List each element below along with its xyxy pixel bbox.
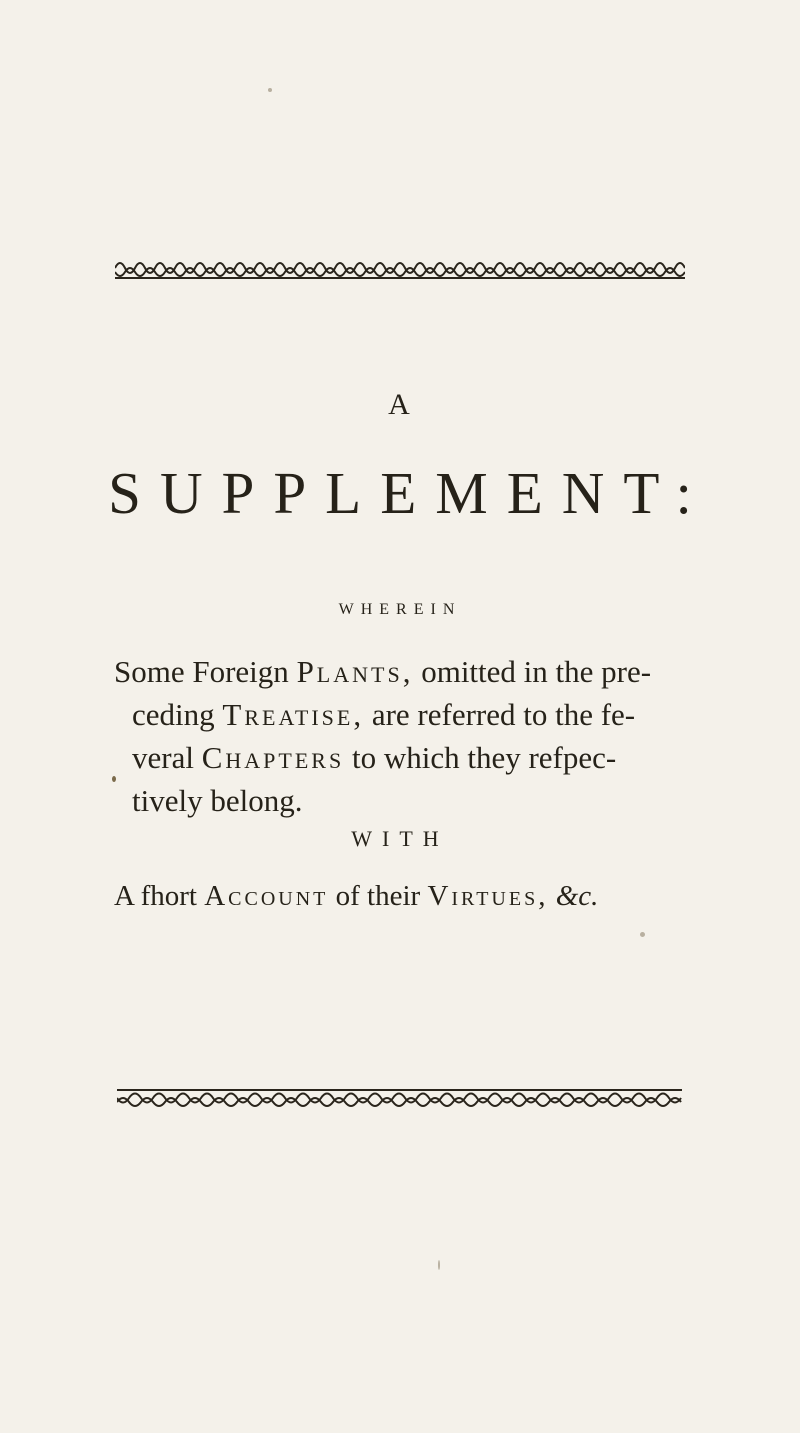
page-title: SUPPLEMENT: bbox=[108, 460, 711, 526]
title-article: A bbox=[388, 388, 412, 421]
subheading-wherein: WHEREIN bbox=[338, 601, 462, 618]
paragraph-line-4: tively belong. bbox=[132, 783, 303, 818]
top-ornament-band-icon bbox=[115, 256, 685, 280]
paper-speck bbox=[438, 1260, 440, 1270]
bottom-ornament-band-icon bbox=[117, 1088, 682, 1110]
description-paragraph bbox=[114, 650, 694, 822]
paragraph-line-3: veral Chapters to which they refpec- bbox=[132, 740, 617, 775]
paper-speck bbox=[112, 776, 116, 782]
paragraph-line-2: ceding Treatise, are referred to the fe- bbox=[132, 697, 636, 732]
paragraph-line-1: Some Foreign Plants, omitted in the pre- bbox=[114, 654, 652, 689]
paper-speck bbox=[640, 932, 645, 937]
paper-speck bbox=[268, 88, 272, 92]
with-heading: WITH bbox=[351, 826, 449, 851]
account-line: A fhort Account of their Virtues, &c. bbox=[114, 880, 599, 912]
